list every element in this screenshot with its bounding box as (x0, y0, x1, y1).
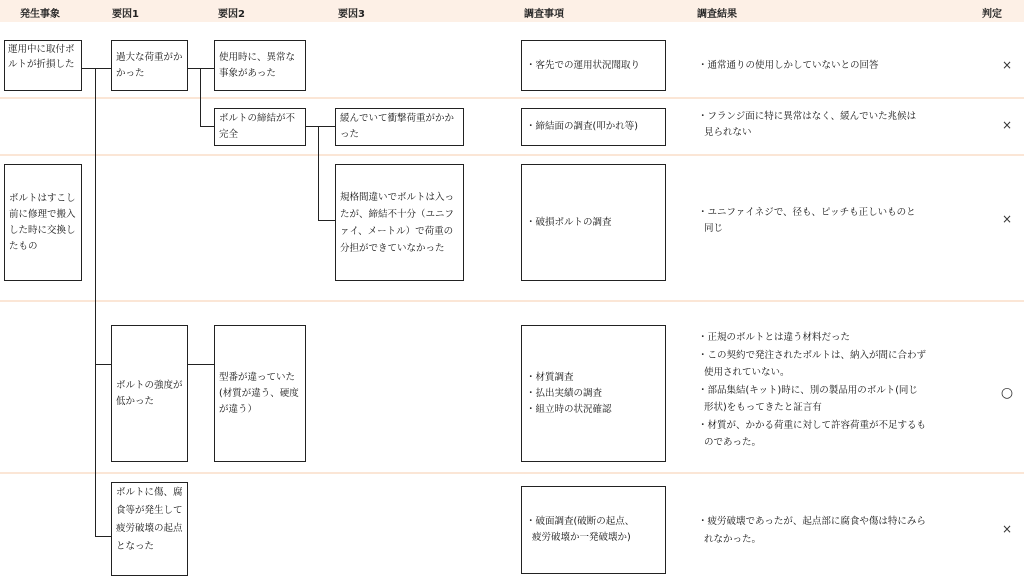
factor2-box (214, 40, 306, 91)
factor3-box (335, 108, 464, 146)
header-investigation: 調査事項 (524, 9, 564, 20)
investigation-box (521, 486, 666, 574)
header-factor3: 要因3 (338, 9, 365, 20)
connector-line (318, 220, 335, 221)
row-separator (0, 472, 1024, 474)
judgment-mark: ○ (1000, 385, 1014, 401)
factor-text: 過大な荷重がかかった (116, 51, 183, 79)
result-text: ・ユニファイネジで、径も、ピッチも正しいものと 同じ (698, 207, 916, 234)
row-separator (0, 97, 1024, 99)
event-box (4, 40, 82, 91)
investigation-text: ・締結面の調査(叩かれ等) (526, 121, 638, 132)
investigation-text: ・組立時の状況確認 (526, 403, 612, 415)
investigation-box (521, 40, 666, 91)
factor-text: 使用時に、異常な事象があった (219, 51, 296, 79)
investigation-text: ・破損ボルトの調査 (526, 216, 612, 228)
connector-line (82, 68, 112, 69)
connector-line (188, 68, 214, 69)
investigation-box (521, 164, 666, 281)
event-box (4, 164, 82, 281)
header-factor1: 要因1 (112, 9, 139, 20)
factor1-box (111, 482, 188, 576)
event-text: ボルトはすこし前に修理で搬入した時に交換したもの (9, 192, 76, 252)
factor3-box (335, 164, 464, 281)
factor1-box (111, 40, 188, 91)
connector-line (95, 364, 111, 365)
investigation-text: ・客先での運用状況聞取り (526, 59, 641, 71)
connector-line (200, 68, 201, 126)
investigation-text: ・破面調査(破断の起点、 (526, 516, 635, 527)
factor-text: 型番が違っていた(材質が違う、硬度が違う） (219, 371, 299, 415)
factor-text: 規格間違いでボルトは入ったが、締結不十分（ユニファイ、メートル）で荷重の分担ができていなかった (340, 191, 455, 254)
table-header (0, 0, 1024, 22)
row-separator (0, 300, 1024, 302)
factor1-box (111, 325, 188, 462)
header-judgment: 判定 (982, 9, 1002, 20)
judgment-mark: × (1001, 212, 1013, 226)
connector-line (95, 68, 96, 537)
investigation-box (521, 108, 666, 146)
connector-line (95, 536, 111, 537)
judgment-mark: × (1001, 522, 1013, 536)
header-result: 調査結果 (697, 9, 737, 20)
factor-text: 緩んでいて衝撃荷重がかかった (340, 113, 455, 140)
row-separator (0, 154, 1024, 156)
header-factor2: 要因2 (218, 9, 245, 20)
investigation-box (521, 325, 666, 462)
factor-text: ボルトに傷、腐食等が発生して疲労破壊の起点となった (116, 487, 183, 552)
result-text: ・正規のボルトとは違う材料だった ・この契約で発注されたボルトは、納入が間に合わず 使用されていない。 ・部品集結(キット)時に、別の製品用のボルト(同じ 形状)をもってきたと証言有 ・材質が、かかる荷重に対して許容荷重が不足するも のであった。 (698, 332, 927, 448)
result-text: ・通常通りの使用しかしていないとの回答 (698, 60, 879, 71)
connector-line (306, 126, 335, 127)
connector-line (188, 364, 214, 365)
connector-line (318, 126, 319, 220)
factor2-box (214, 108, 306, 146)
judgment-mark: × (1001, 118, 1013, 132)
result-text: ・フランジ面に特に異常はなく、緩んでいた兆候は 見られない (698, 111, 917, 138)
event-text: 運用中に取付ボルトが折損した (8, 44, 75, 70)
judgment-mark: × (1001, 58, 1013, 72)
investigation-text: 疲労破壊か一発破壊か) (526, 532, 631, 543)
connector-line (200, 126, 214, 127)
factor2-box (214, 325, 306, 462)
header-event: 発生事象 (20, 9, 60, 20)
factor-text: ボルトの強度が低かった (116, 379, 183, 407)
factor-text: ボルトの締結が不完全 (219, 113, 296, 140)
investigation-text: ・材質調査 (526, 371, 574, 383)
investigation-text: ・払出実績の調査 (526, 387, 603, 399)
result-text: ・疲労破壊であったが、起点部に腐食や傷は特にみら れなかった。 (698, 516, 926, 545)
